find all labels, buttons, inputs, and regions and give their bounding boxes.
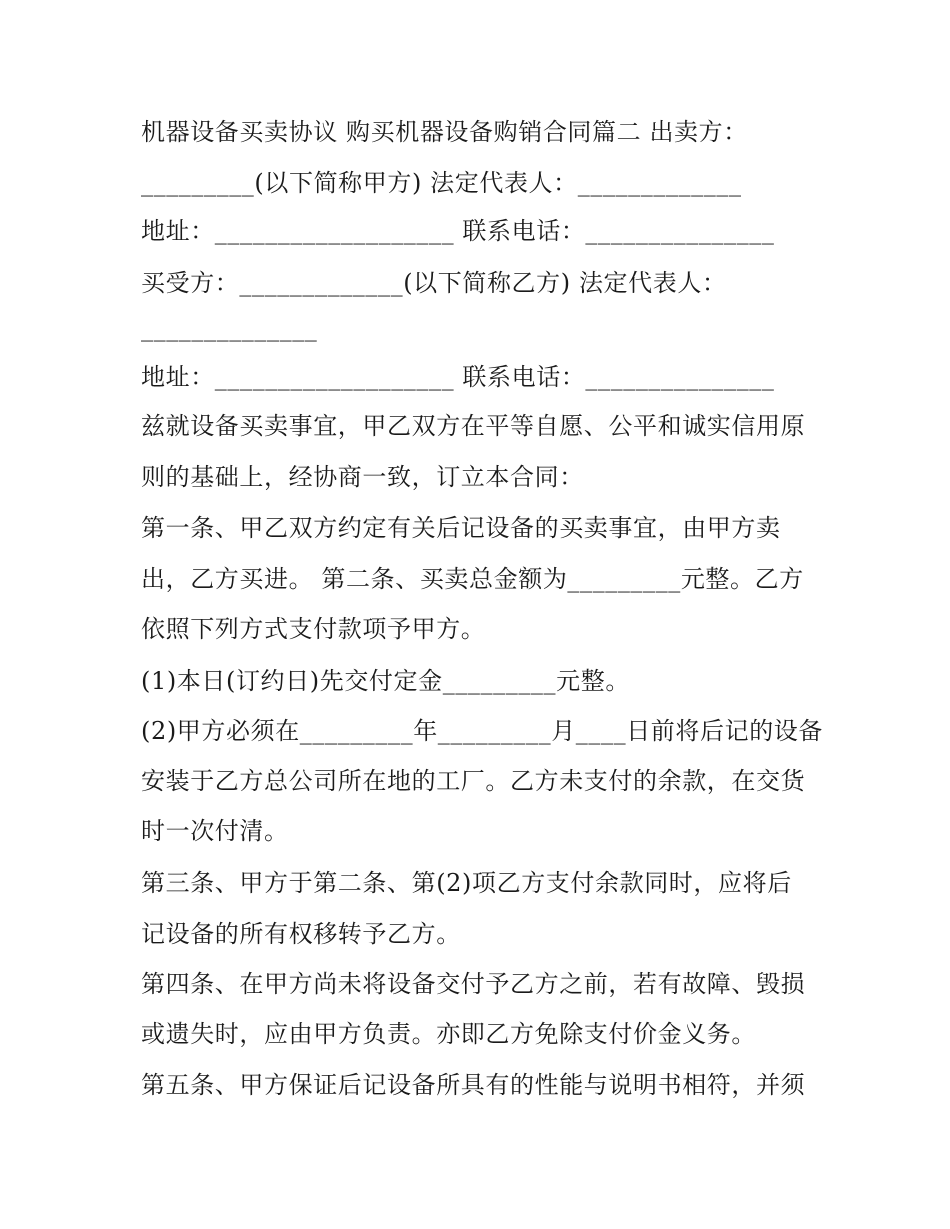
text-line: 则的基础上，经协商一致，订立本合同：	[141, 463, 584, 491]
text-line: 第四条、在甲方尚未将设备交付予乙方之前，若有故障、毁损	[141, 970, 806, 998]
text-line: 安装于乙方总公司所在地的工厂。乙方未支付的余款，在交货	[141, 767, 806, 795]
text-line: 第三条、甲方于第二条、第(2)项乙方支付余款同时，应将后	[141, 869, 792, 897]
text-line: 出，乙方买进。 第二条、买卖总金额为_________元整。乙方	[141, 565, 804, 593]
text-line: 地址：___________________ 联系电话：_______________	[141, 217, 775, 245]
text-line: 兹就设备买卖事宜，甲乙双方在平等自愿、公平和诚实信用原	[141, 412, 806, 440]
text-line: 时一次付清。	[141, 817, 289, 845]
text-line: 或遗失时，应由甲方负责。亦即乙方免除支付价金义务。	[141, 1020, 756, 1048]
text-line: 依照下列方式支付款项予甲方。	[141, 615, 486, 643]
text-line: ______________	[141, 314, 318, 342]
text-line: 机器设备买卖协议 购买机器设备购销合同篇二 出卖方：	[141, 118, 748, 146]
text-line: (2)甲方必须在_________年_________月____日前将后记的设备	[141, 717, 823, 745]
text-line: 第一条、甲乙双方约定有关后记设备的买卖事宜，由甲方卖	[141, 514, 781, 542]
text-line: _________(以下简称甲方) 法定代表人：_____________	[141, 169, 742, 197]
text-line: 记设备的所有权移转予乙方。	[141, 920, 461, 948]
text-line: (1)本日(订约日)先交付定金_________元整。	[141, 667, 630, 695]
text-line: 第五条、甲方保证后记设备所具有的性能与说明书相符，并须	[141, 1071, 806, 1099]
text-line: 地址：___________________ 联系电话：_______________	[141, 363, 775, 391]
text-line: 买受方：_____________(以下简称乙方) 法定代表人：	[141, 269, 727, 297]
